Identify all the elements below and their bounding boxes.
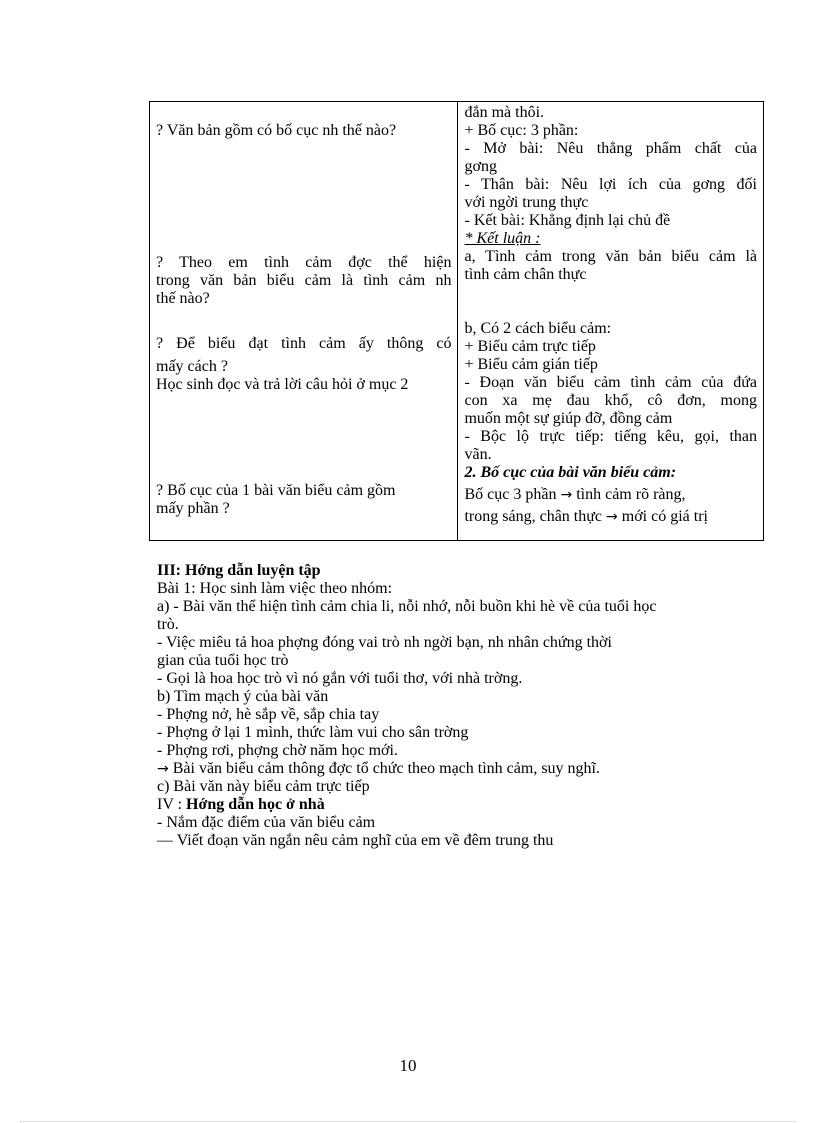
question-3-line-1: ? Để biểu đạt tình cảm ấy thông có xyxy=(156,335,452,352)
answer-line: với ngời trung thực xyxy=(464,194,589,211)
answer-line xyxy=(464,508,757,526)
question-2-line-1: ? Theo em tình cảm đợc thể hiện xyxy=(156,254,452,271)
table-row xyxy=(150,102,764,541)
body-line: b) Tìm mạch ý của bài văn xyxy=(157,688,329,705)
question-4-line-2: mấy phần ? xyxy=(156,500,230,517)
answer-line: - Mở bài: Nêu thẳng phẩm chất của xyxy=(464,140,757,157)
section-number: IV : xyxy=(157,796,183,813)
question-2-line-3: thế nào? xyxy=(156,290,210,307)
page-edge-divider xyxy=(20,1121,796,1122)
answer-line: tình cảm chân thực xyxy=(464,266,587,283)
body-line: c) Bài văn này biểu cảm trực tiếp xyxy=(157,778,370,795)
body-line: - Phợng nở, hè sắp về, sắp chia tay xyxy=(157,706,380,723)
arrow-right-icon: → xyxy=(157,761,169,777)
body-line: Bài 1: Học sinh làm việc theo nhóm: xyxy=(157,580,393,597)
answer-line xyxy=(464,486,757,504)
question-4-line-1: ? Bố cục của 1 bài văn biểu cảm gồm xyxy=(156,482,396,499)
answer-line: + Bố cục: 3 phần: xyxy=(464,122,579,139)
body-line: - Gọi là hoa học trò vì nó gắn với tuổi thơ, với nhà trờng. xyxy=(157,670,523,687)
answer-text: Bố cục 3 phần xyxy=(464,486,557,503)
lesson-table xyxy=(149,101,764,541)
body-line xyxy=(157,760,757,778)
body-line: gian của tuổi học trò xyxy=(157,652,289,669)
answer-line: b, Có 2 cách biểu cảm: xyxy=(464,320,612,337)
answer-line: muốn một sự giúp đỡ, đồng cảm xyxy=(464,410,673,427)
arrow-right-icon: → xyxy=(606,509,618,525)
answer-line: vãn. xyxy=(464,446,492,463)
question-1: ? Văn bản gồm có bố cục nh thế nào? xyxy=(156,122,397,139)
body-text: Bài văn biểu cảm thông đợc tổ chức theo mạch tình cảm, suy nghĩ. xyxy=(172,760,600,777)
body-line: - Nắm đặc điểm của văn biểu cảm xyxy=(157,814,376,831)
answer-text: trong sáng, chân thực xyxy=(464,508,603,525)
answer-line: + Biểu cảm trực tiếp xyxy=(464,338,596,355)
section-heading: III: Hớng dẫn luyện tập xyxy=(157,562,321,579)
answer-line: - Thân bài: Nêu lợi ích của gơng đối xyxy=(464,176,757,193)
question-2-line-2: trong văn bản biểu cảm là tình cảm nh xyxy=(156,272,452,289)
answers-column xyxy=(458,102,764,541)
page-number: 10 xyxy=(399,1056,417,1075)
body-line: a) - Bài văn thể hiện tình cảm chia li, nỗi nhớ, nỗi buồn khi hè về của tuổi học xyxy=(157,598,657,615)
answer-line: con xa mẹ đau khổ, cô đơn, mong xyxy=(464,392,757,409)
practice-section xyxy=(157,562,757,850)
answer-line: đắn mà thôi. xyxy=(464,104,545,121)
body-line: - Phợng ở lại 1 mình, thức làm vui cho sân trờng xyxy=(157,724,469,741)
answer-text: tình cảm rõ ràng, xyxy=(576,486,686,503)
conclusion-heading: * Kết luận : xyxy=(464,230,541,247)
answer-line: - Bộc lộ trực tiếp: tiếng kêu, gọi, than xyxy=(464,428,757,445)
arrow-right-icon: → xyxy=(560,487,573,503)
question-3-line-3: Học sinh đọc và trả lời câu hỏi ở mục 2 xyxy=(156,376,409,393)
section-title: Hớng dẫn học ở nhà xyxy=(186,796,325,813)
body-line: - Việc miêu tả hoa phợng đóng vai trò nh ngời bạn, nh nhân chứng thời xyxy=(157,634,612,651)
body-line: — Viết đoạn văn ngắn nêu cảm nghĩ của em về đêm trung thu xyxy=(157,832,554,849)
answer-line: - Đoạn văn biểu cảm tình cảm của đứa xyxy=(464,374,757,391)
questions-column xyxy=(150,102,458,541)
section-heading xyxy=(157,796,757,814)
body-line: trò. xyxy=(157,616,179,633)
answer-line: - Kết bài: Khẳng định lại chủ đề xyxy=(464,212,671,229)
body-line: - Phợng rơi, phợng chờ năm học mới. xyxy=(157,742,398,759)
layout-heading: 2. Bố cục của bài văn biểu cảm: xyxy=(464,464,677,481)
answer-text: mới có giá trị xyxy=(621,508,708,525)
answer-line: gơng xyxy=(464,158,497,175)
answer-line: a, Tình cảm trong văn bản biểu cảm là xyxy=(464,248,757,265)
answer-line: + Biểu cảm gián tiếp xyxy=(464,356,598,373)
question-3-line-2: mấy cách ? xyxy=(156,358,228,375)
